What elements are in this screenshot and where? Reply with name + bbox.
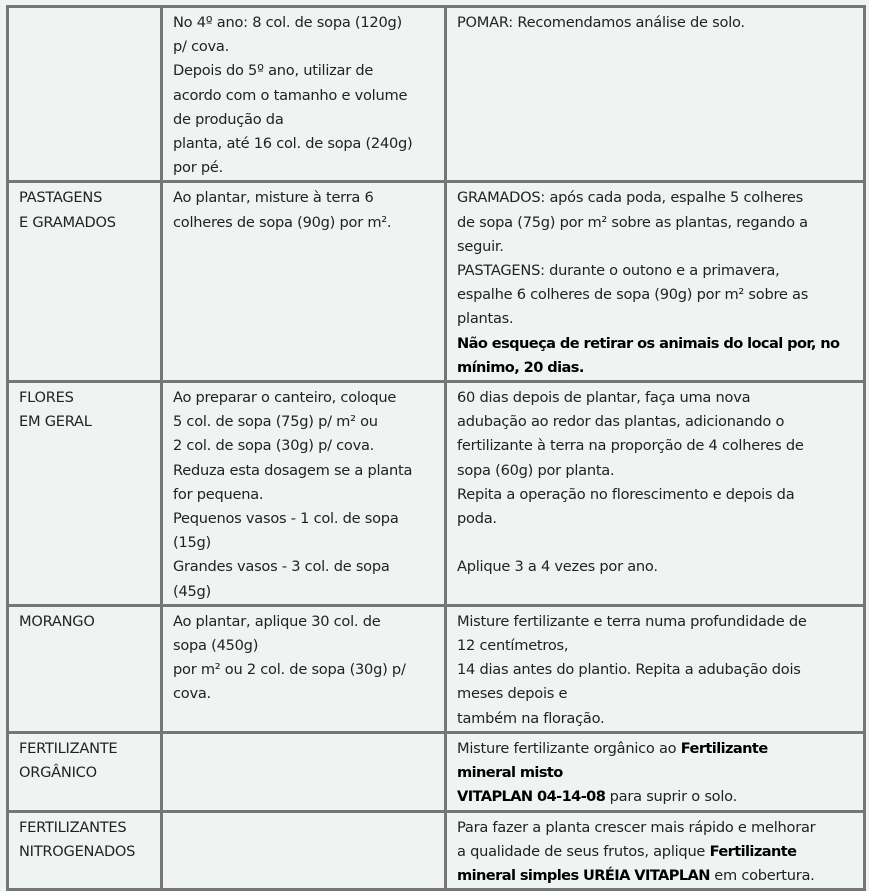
text-line: meses depois e xyxy=(457,685,568,703)
text-normal: Misture fertilizante orgânico ao xyxy=(457,739,681,757)
text-line: Ao preparar o canteiro, coloque xyxy=(173,389,397,407)
text-line: (15g) xyxy=(173,534,211,552)
text-line: 60 dias depois de plantar, faça uma nova xyxy=(457,389,751,407)
text-line: for pequena. xyxy=(173,485,264,503)
text-line xyxy=(457,785,855,809)
text-line: PASTAGENS: durante o outono e a primavera, xyxy=(457,262,780,280)
text-line: de produção da xyxy=(173,110,284,128)
text-line xyxy=(457,864,855,888)
text-line: 5 col. de sopa (75g) p/ m² ou xyxy=(173,413,378,431)
text-line: Ao plantar, aplique 30 col. de xyxy=(173,612,381,630)
text-line: Reduza esta dosagem se a planta xyxy=(173,461,413,479)
category-label: ORGÂNICO xyxy=(19,764,97,782)
table-row-fertilizantes-nitrogenados xyxy=(8,811,865,890)
application-cell xyxy=(162,7,446,182)
application-cell xyxy=(162,605,446,732)
text-line: sopa (450g) xyxy=(173,637,259,655)
category-label: FERTILIZANTES xyxy=(19,818,127,836)
notes-cell xyxy=(446,732,865,811)
text-line: acordo com o tamanho e volume xyxy=(173,86,408,104)
text-line: Ao plantar, misture à terra 6 xyxy=(173,189,374,207)
category-cell xyxy=(8,811,162,890)
fertilizer-dosage-table xyxy=(6,5,866,891)
text-line: seguir. xyxy=(457,237,504,255)
product-name: Fertilizante xyxy=(680,739,768,757)
warning-text: Não esqueça de retirar os animais do local por, no xyxy=(457,334,840,352)
product-name: VITAPLAN 04-14-08 xyxy=(457,788,606,806)
text-line: p/ cova. xyxy=(173,38,229,56)
text-line: sopa (60g) por planta. xyxy=(457,461,615,479)
text-line: adubação ao redor das plantas, adicionando o xyxy=(457,413,785,431)
category-label: FLORES xyxy=(19,389,74,407)
text-line: (45g) xyxy=(173,582,211,600)
text-line: Repita a operação no florescimento e depois da xyxy=(457,485,795,503)
category-cell xyxy=(8,182,162,382)
category-label: FERTILIZANTE xyxy=(19,739,118,757)
text-line: POMAR: Recomendamos análise de solo. xyxy=(457,14,745,31)
text-line: Misture fertilizante e terra numa profundidade de xyxy=(457,612,807,630)
notes-cell xyxy=(446,382,865,606)
application-cell xyxy=(162,382,446,606)
product-name: Fertilizante xyxy=(709,842,797,860)
text-line xyxy=(457,840,855,864)
notes-cell xyxy=(446,7,865,182)
application-cell xyxy=(162,811,446,890)
category-label: PASTAGENS xyxy=(19,189,103,207)
text-line: fertilizante à terra na proporção de 4 colheres de xyxy=(457,437,804,455)
category-cell xyxy=(8,7,162,182)
application-cell xyxy=(162,732,446,811)
notes-cell xyxy=(446,182,865,382)
text-line: No 4º ano: 8 col. de sopa (120g) xyxy=(173,14,402,31)
blank-line xyxy=(457,531,855,555)
category-cell xyxy=(8,382,162,606)
text-normal: em cobertura. xyxy=(709,866,815,884)
text-line: por pé. xyxy=(173,159,223,177)
text-line: 12 centímetros, xyxy=(457,637,569,655)
text-line: Para fazer a planta crescer mais rápido e melhorar xyxy=(457,818,816,836)
text-line: Aplique 3 a 4 vezes por ano. xyxy=(457,558,658,576)
table-row-pomar xyxy=(8,7,865,182)
category-label: MORANGO xyxy=(19,612,95,630)
text-line: poda. xyxy=(457,510,497,528)
text-line: também na floração. xyxy=(457,709,605,727)
application-cell xyxy=(162,182,446,382)
table-row-fertilizante-organico xyxy=(8,732,865,811)
notes-cell xyxy=(446,605,865,732)
text-line: de sopa (75g) por m² sobre as plantas, regando a xyxy=(457,213,808,231)
warning-text: mínimo, 20 dias. xyxy=(457,358,584,376)
text-line: Pequenos vasos - 1 col. de sopa xyxy=(173,510,399,528)
text-line: Grandes vasos - 3 col. de sopa xyxy=(173,558,390,576)
table-row-morango xyxy=(8,605,865,732)
text-line: GRAMADOS: após cada poda, espalhe 5 colheres xyxy=(457,189,803,207)
text-line xyxy=(457,737,855,761)
text-line: cova. xyxy=(173,685,211,703)
text-line: 14 dias antes do plantio. Repita a adubação dois xyxy=(457,661,801,679)
category-label: NITROGENADOS xyxy=(19,842,136,860)
category-label: EM GERAL xyxy=(19,413,92,431)
product-name: mineral misto xyxy=(457,764,563,782)
text-line: Depois do 5º ano, utilizar de xyxy=(173,62,374,80)
text-normal: para suprir o solo. xyxy=(605,788,737,806)
text-normal: a qualidade de seus frutos, aplique xyxy=(457,842,710,860)
table-row-flores xyxy=(8,382,865,606)
product-name: mineral simples URÉIA VITAPLAN xyxy=(457,866,710,884)
notes-cell xyxy=(446,811,865,890)
category-label: E GRAMADOS xyxy=(19,213,116,231)
category-cell xyxy=(8,605,162,732)
text-line: 2 col. de sopa (30g) p/ cova. xyxy=(173,437,375,455)
table-row-pastagens xyxy=(8,182,865,382)
text-line: planta, até 16 col. de sopa (240g) xyxy=(173,135,413,153)
text-line: por m² ou 2 col. de sopa (30g) p/ xyxy=(173,661,406,679)
text-line: plantas. xyxy=(457,310,514,328)
text-line: colheres de sopa (90g) por m². xyxy=(173,213,392,231)
category-cell xyxy=(8,732,162,811)
text-line: espalhe 6 colheres de sopa (90g) por m² sobre as xyxy=(457,286,809,304)
